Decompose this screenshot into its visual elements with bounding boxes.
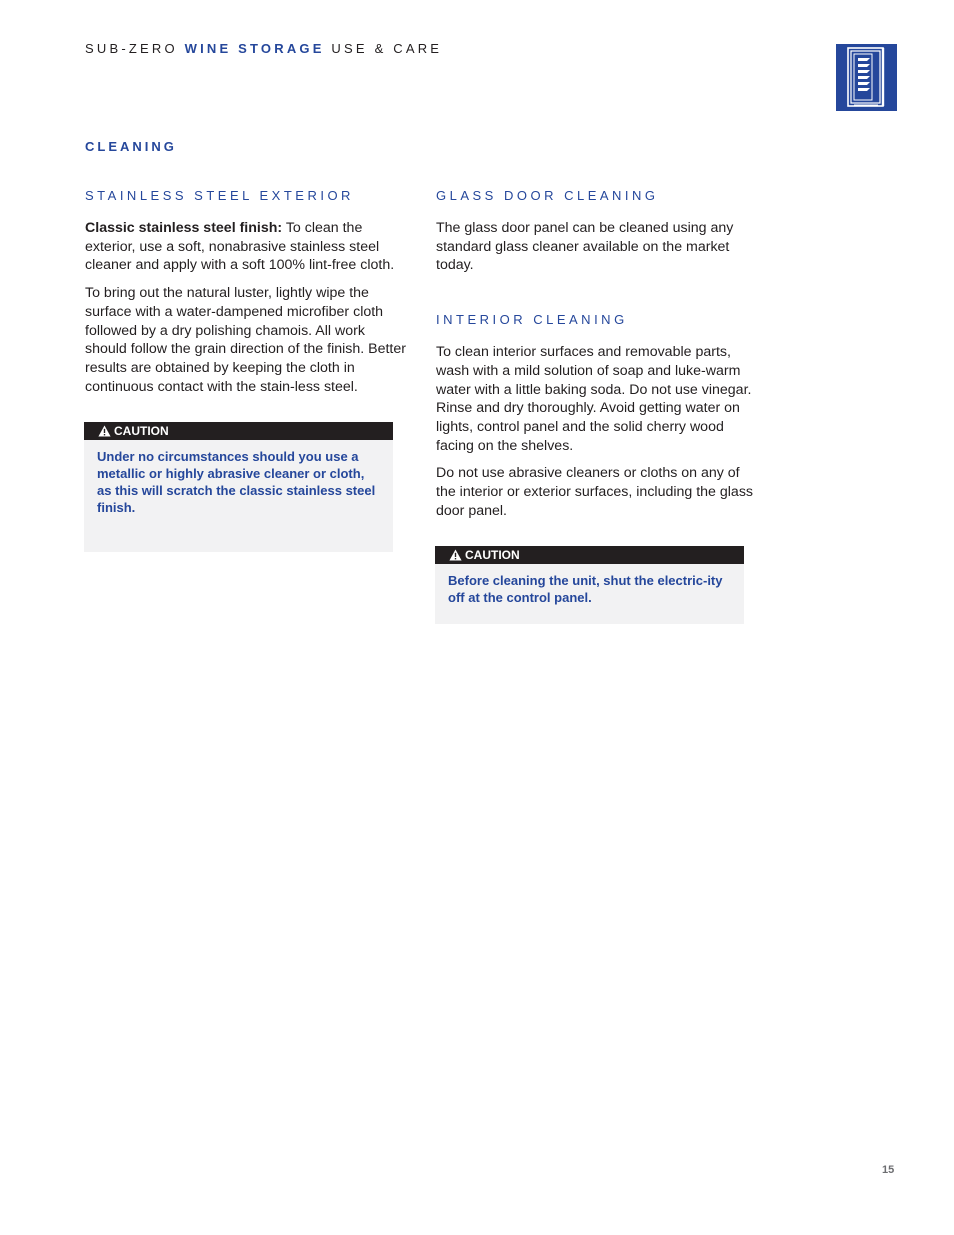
header-product: WINE STORAGE (184, 41, 325, 56)
caution-header (435, 546, 744, 564)
caution-label: CAUTION (114, 424, 169, 439)
interior-paragraph-1: To clean interior surfaces and removable parts, wash with a mild solution of soap and luke-warm water with a little baking soda. Do not use vinegar. Rinse and dry thoroughly. Avoid getting water on lights, control panel and the solid cherry wood facing on the shelves. (436, 344, 752, 454)
page-number: 15 (882, 1164, 895, 1176)
caution-header (84, 422, 393, 440)
left-column (85, 188, 407, 552)
header-suffix: USE & CARE (331, 41, 443, 56)
caution-label: CAUTION (465, 548, 520, 563)
warning-triangle-icon (449, 549, 462, 561)
section-title: CLEANING (85, 139, 177, 154)
stainless-paragraph-2: To bring out the natural luster, lightly wipe the surface with a water-dampened microfiber cloth followed by a dry polishing chamois. All work should follow the grain direction of the finish. Better results are obtained by keeping the cloth in continuous contact with the stain-less steel. (85, 285, 406, 395)
stainless-steel-heading: STAINLESS STEEL EXTERIOR (85, 188, 354, 203)
stainless-paragraph-1-text: To clean the exterior, use a soft, nonabrasive stainless steel cleaner and apply with a soft 100% lint-free cloth. (85, 220, 395, 274)
caution-text: Under no circumstances should you use a metallic or highly abrasive cleaner or cloth, as this will scratch the classic stainless steel finish. (97, 449, 376, 516)
glass-door-paragraph: The glass door panel can be cleaned using any standard glass cleaner available on the market today. (436, 220, 734, 274)
caution-box-stainless (84, 422, 393, 552)
caution-box-electricity (435, 546, 744, 624)
glass-door-heading: GLASS DOOR CLEANING (436, 188, 659, 203)
header-brand: SUB-ZERO (85, 41, 178, 56)
running-header (85, 41, 442, 56)
interior-paragraph-2: Do not use abrasive cleaners or cloths on any of the interior or exterior surfaces, including the glass door panel. (436, 465, 754, 519)
interior-cleaning-heading: INTERIOR CLEANING (436, 312, 628, 328)
caution-text: Before cleaning the unit, shut the electric-ity off at the control panel. (448, 573, 723, 606)
stainless-finish-label: Classic stainless steel finish: (85, 220, 283, 236)
wine-storage-unit-icon (836, 44, 897, 111)
warning-triangle-icon (98, 425, 111, 437)
right-column (436, 188, 758, 624)
stainless-paragraph-1 (85, 219, 407, 275)
